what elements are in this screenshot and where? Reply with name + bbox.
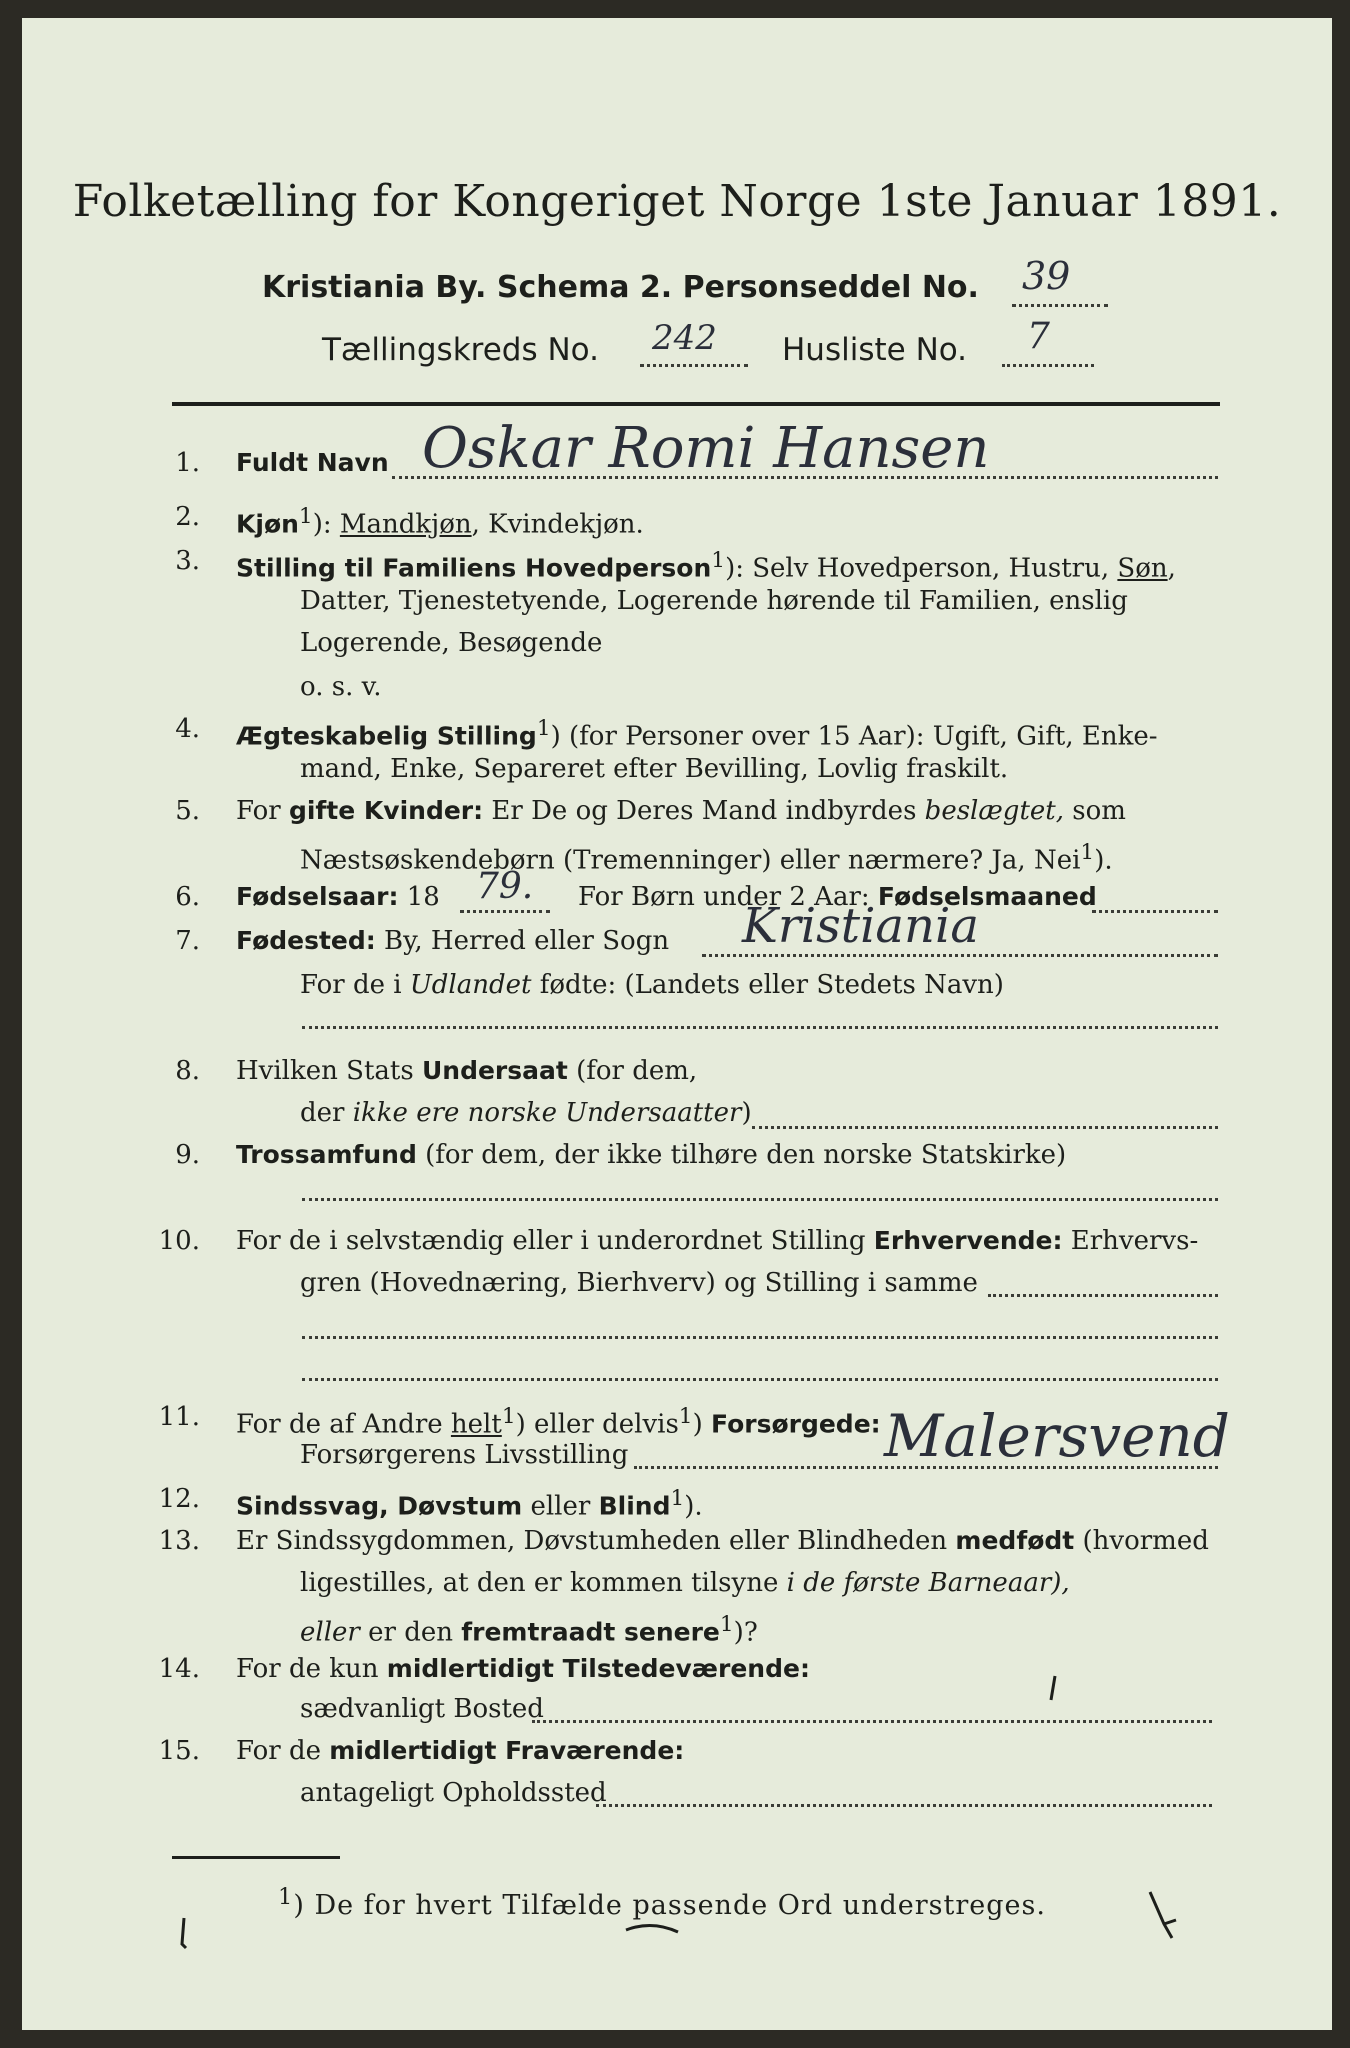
item-label: Kjøn bbox=[236, 509, 299, 539]
item-end: ). bbox=[684, 1491, 703, 1522]
item-label: medfødt bbox=[955, 1526, 1075, 1555]
item-label-2: Fødselsmaaned bbox=[877, 882, 1097, 911]
item-line: mand, Enke, Separeret efter Bevilling, Lovlig fraskilt. bbox=[300, 754, 1009, 784]
item-label: Undersaat bbox=[421, 1056, 568, 1085]
item-number: 3. bbox=[175, 546, 200, 576]
header-rule bbox=[172, 402, 1220, 406]
item-text bbox=[236, 502, 644, 540]
religion-dots bbox=[302, 1198, 1218, 1201]
item-number: 4. bbox=[175, 714, 200, 744]
item-rest: ): bbox=[312, 509, 340, 540]
item-rest: (for dem, bbox=[567, 1056, 698, 1086]
item-label: Erhvervende: bbox=[873, 1226, 1063, 1255]
item-underlined: helt bbox=[450, 1409, 502, 1440]
item-text bbox=[236, 1140, 1066, 1170]
schema-line bbox=[262, 270, 979, 305]
item-line-rest: fødte: (Landets eller Stedets Navn) bbox=[531, 970, 1004, 1000]
item-text bbox=[236, 796, 1126, 826]
item-rest: ) (for Personer over 15 Aar): Ugift, Gift, Enke- bbox=[550, 721, 1158, 752]
personseddel-number: 39 bbox=[1022, 254, 1071, 298]
item-line-italic: eller bbox=[300, 1617, 360, 1648]
item-rest: , bbox=[1167, 553, 1176, 584]
stray-mark-item14 bbox=[1046, 1674, 1060, 1704]
item-text bbox=[236, 1402, 881, 1440]
kreds-number: 242 bbox=[652, 318, 717, 358]
item-text bbox=[236, 1654, 810, 1684]
item-line: gren (Hovednæring, Bierhverv) og Stilling i samme bbox=[300, 1268, 978, 1298]
item-line bbox=[300, 838, 1113, 876]
stray-mark-center bbox=[622, 1916, 682, 1940]
item-number: 1. bbox=[175, 448, 200, 478]
item-number: 15. bbox=[158, 1736, 200, 1766]
item-line-end: ). bbox=[1094, 845, 1113, 876]
husliste-label: Husliste No. bbox=[782, 332, 968, 368]
item-label: Fødested: bbox=[236, 926, 376, 955]
footnote-mark: 1 bbox=[278, 1884, 294, 1910]
item-pre: For de i selvstændig eller i underordnet Stilling bbox=[236, 1226, 874, 1256]
item-label: Forsørgede: bbox=[711, 1409, 881, 1439]
item-label: Stilling til Familiens Hovedperson bbox=[236, 553, 712, 583]
schema-line-text: Kristiania By. Schema 2. Personseddel No. bbox=[262, 270, 979, 305]
item-number: 2. bbox=[175, 502, 200, 532]
item-label-2: Blind bbox=[598, 1491, 671, 1521]
item-line-italic: Udlandet bbox=[409, 970, 532, 1000]
stray-mark-right bbox=[1142, 1888, 1182, 1944]
footnote-rule bbox=[172, 1856, 340, 1859]
husliste-number: 7 bbox=[1027, 316, 1050, 357]
item-number: 13. bbox=[158, 1526, 200, 1556]
item-number: 14. bbox=[158, 1654, 200, 1684]
stay-dots bbox=[596, 1804, 1212, 1807]
item-line: Datter, Tjenestetyende, Logerende hørende til Familien, enslig bbox=[300, 586, 1128, 616]
item-line-end: )? bbox=[733, 1617, 758, 1648]
sex-option-selected: Mandkjøn bbox=[339, 509, 472, 540]
item-rest: By, Herred eller Sogn bbox=[375, 926, 670, 956]
item-number: 8. bbox=[175, 1056, 200, 1086]
footnote-mark: 1 bbox=[536, 716, 551, 741]
item-rest: som bbox=[1064, 796, 1126, 826]
item-rest: Er De og Deres Mand indbyrdes bbox=[483, 796, 925, 826]
item-line-italic: i de første Barneaar), bbox=[786, 1568, 1070, 1598]
foreign-place-dots bbox=[302, 1026, 1218, 1029]
footnote-text: ) De for hvert Tilfælde passende Ord understreges. bbox=[293, 1890, 1046, 1921]
item-number: 6. bbox=[175, 882, 200, 912]
item-label: Sindssvag, Døvstum bbox=[236, 1491, 523, 1521]
birthplace-answer: Kristiania bbox=[742, 898, 979, 954]
item-number: 10. bbox=[158, 1226, 200, 1256]
kreds-label: Tællingskreds No. bbox=[322, 332, 599, 368]
item-pre: For de af Andre bbox=[236, 1409, 451, 1440]
residence-dots bbox=[532, 1720, 1212, 1723]
item-number: 11. bbox=[158, 1402, 200, 1432]
item-number: 5. bbox=[175, 796, 200, 826]
item-pre: Hvilken Stats bbox=[236, 1056, 422, 1086]
item-text bbox=[236, 926, 669, 956]
item-label: midlertidigt Fraværende: bbox=[329, 1736, 685, 1765]
item-label: Ægteskabelig Stilling bbox=[236, 721, 537, 751]
provider-occupation-answer: Malersvend bbox=[884, 1402, 1230, 1470]
item-rest: ) bbox=[692, 1409, 711, 1440]
item-rest: ) eller delvis bbox=[515, 1409, 679, 1440]
footnote-mark: 1 bbox=[1080, 840, 1095, 865]
personseddel-dots bbox=[1012, 304, 1108, 307]
item-text bbox=[236, 1736, 684, 1766]
item-text bbox=[236, 1226, 1198, 1256]
full-name-answer: Oskar Romi Hansen bbox=[422, 416, 990, 481]
item-line bbox=[300, 1098, 752, 1128]
item-line-pre: der bbox=[300, 1098, 353, 1128]
item-number: 9. bbox=[175, 1140, 200, 1170]
item-line: antageligt Opholdssted bbox=[300, 1778, 607, 1808]
item-rest: ): Selv Hovedperson, Hustru, bbox=[725, 553, 1118, 584]
item-line-pre: ligestilles, at den er kommen tilsyne bbox=[300, 1568, 787, 1598]
item-rest: (for dem, der ikke tilhøre den norske Statskirke) bbox=[416, 1140, 1067, 1170]
occupation-dots-3 bbox=[302, 1378, 1218, 1381]
census-form bbox=[22, 18, 1332, 2030]
item-rest: Erhvervs- bbox=[1062, 1226, 1199, 1256]
item-text bbox=[236, 714, 1158, 752]
item-number: 7. bbox=[175, 926, 200, 956]
item-label: Fuldt Navn bbox=[236, 448, 389, 477]
footnote-mark: 1 bbox=[711, 548, 726, 573]
footnote-mark: 1 bbox=[670, 1486, 685, 1511]
item-label: Fødselsaar: bbox=[236, 882, 399, 911]
item-pre: Er Sindssygdommen, Døvstumheden eller Blindheden bbox=[236, 1526, 956, 1556]
item-line: Forsørgerens Livsstilling bbox=[300, 1440, 629, 1470]
year-prefix: 18 bbox=[398, 882, 440, 912]
item-line bbox=[300, 970, 1004, 1000]
item-line-italic: ikke ere norske Undersaatter bbox=[352, 1098, 742, 1128]
item-line: sædvanligt Bosted bbox=[300, 1694, 544, 1724]
item-text bbox=[236, 1526, 1209, 1556]
item-text bbox=[236, 882, 440, 912]
citizenship-dots bbox=[752, 1126, 1218, 1129]
item-line bbox=[300, 1610, 758, 1648]
item-line-rest: ) bbox=[741, 1098, 752, 1128]
item-mid: For Børn under 2 Aar: bbox=[578, 882, 878, 912]
footnote-mark: 1 bbox=[501, 1404, 516, 1429]
item-pre: For de kun bbox=[236, 1654, 387, 1684]
footnote-mark: 1 bbox=[719, 1612, 734, 1637]
husliste-dots bbox=[1002, 364, 1094, 367]
birthplace-dots bbox=[702, 954, 1218, 957]
item-rest: eller bbox=[522, 1491, 599, 1522]
item-label: gifte Kvinder: bbox=[288, 796, 484, 825]
item-line-pre: er den bbox=[359, 1617, 462, 1648]
item-pre: For bbox=[236, 796, 289, 826]
item-line: Logerende, Besøgende bbox=[300, 628, 603, 658]
item-line-pre: For de i bbox=[300, 970, 410, 1000]
sex-option: , Kvindekjøn. bbox=[471, 509, 644, 540]
form-title: Folketælling for Kongeriget Norge 1ste Januar 1891. bbox=[72, 176, 1282, 227]
item-line-bold: fremtraadt senere bbox=[461, 1617, 720, 1647]
birth-year-answer: 79. bbox=[476, 866, 534, 907]
item-text bbox=[236, 1484, 703, 1522]
item-rest: (hvormed bbox=[1074, 1526, 1209, 1556]
item-label: Trossamfund bbox=[236, 1140, 417, 1169]
item-line bbox=[300, 1568, 1070, 1598]
item-text bbox=[236, 1056, 697, 1086]
item-line: o. s. v. bbox=[300, 672, 382, 702]
item-label: midlertidigt Tilstedeværende: bbox=[386, 1654, 810, 1683]
kreds-dots bbox=[640, 364, 748, 367]
stray-mark-left bbox=[172, 1914, 202, 1954]
item-number: 12. bbox=[158, 1484, 200, 1514]
item-line-text: Næstsøskendebørn (Tremenninger) eller nærmere? Ja, Nei bbox=[300, 845, 1081, 876]
month-dots bbox=[1092, 910, 1218, 913]
item-pre: For de bbox=[236, 1736, 330, 1766]
position-selected: Søn bbox=[1117, 553, 1168, 584]
year-dots bbox=[460, 910, 550, 913]
footnote-mark: 1 bbox=[298, 504, 313, 529]
occupation-dots-2 bbox=[302, 1336, 1218, 1339]
footnote-mark: 1 bbox=[678, 1404, 693, 1429]
item-italic: beslægtet, bbox=[924, 796, 1064, 826]
occupation-dots-1 bbox=[988, 1294, 1218, 1297]
item-text bbox=[236, 546, 1176, 584]
